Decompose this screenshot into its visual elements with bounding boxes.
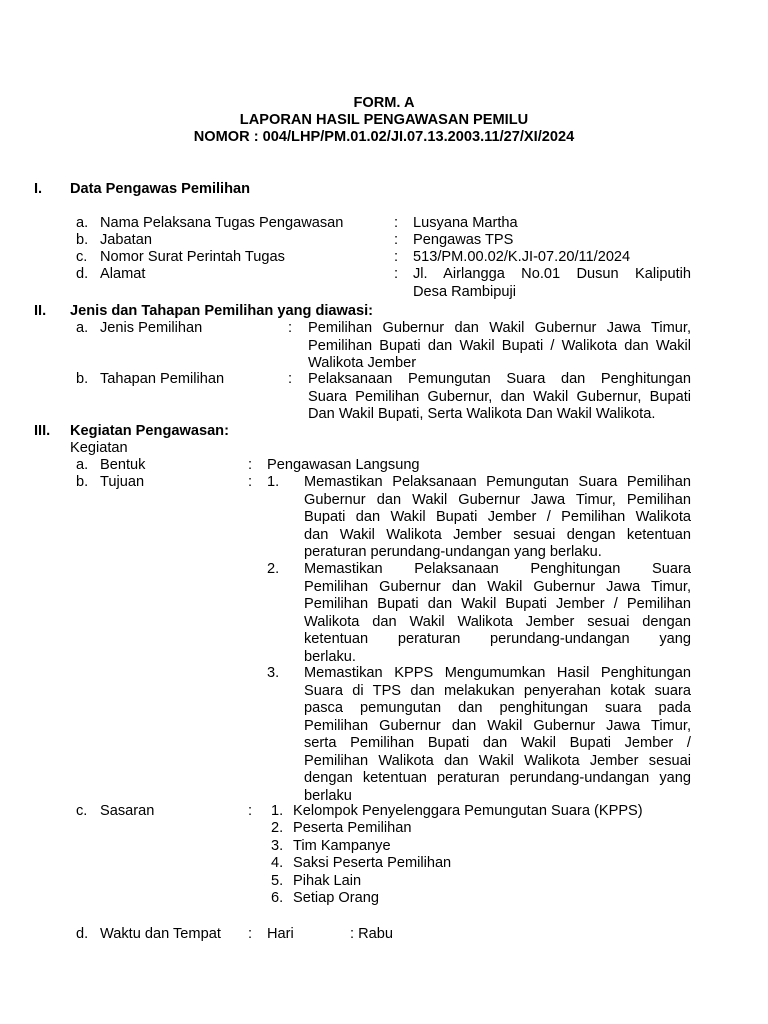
text-line: ketentuan peraturan perundang-undangan yang [304,631,691,647]
text-line: Walikota dan Wakil Walikota Jember sesuai dengan [304,613,691,630]
field-value-alamat [413,266,691,301]
field-label-tujuan: Tujuan [100,474,145,490]
alamat-line: Jl. Airlangga No.01 Dusun Kaliputih [413,266,691,282]
colon: : [248,457,253,473]
field-label-waktu-tempat: Waktu dan Tempat [100,926,221,942]
colon: : [394,249,399,265]
field-value-jabatan: Pengawas TPS [413,232,514,248]
text-line: berlaku [304,787,352,804]
text-line: Suara Pemilihan Gubernur, dan Wakil Gubernur, Bupati [308,388,691,405]
row-letter: b. [76,371,89,387]
row-letter: b. [76,474,89,490]
colon: : [248,926,253,942]
section-2-title: Jenis dan Tahapan Pemilihan yang diawasi: [70,303,374,319]
sasaran-item: Pihak Lain [293,873,362,889]
text-line: Pemilihan Walikota dan Wakil Walikota Jember sesuai [304,752,691,769]
list-number: 3. [267,665,280,681]
row-letter: d. [76,266,89,282]
text-line: berlaku. [304,648,356,665]
text-line: Bupati dan Wakil Bupati Jember / Pemilihan Walikota [304,509,691,525]
row-letter: c. [76,803,88,819]
colon: : [394,215,399,231]
text-line: Gubernur dan Wakil Gubernur Jawa Timur, Pemilihan [304,491,691,508]
colon: : [248,474,253,490]
row-letter: a. [76,320,89,336]
tujuan-item-3 [304,665,691,805]
document-title: LAPORAN HASIL PENGAWASAN PEMILU [239,112,529,128]
section-3-subtitle: Kegiatan [70,440,128,456]
field-label-alamat: Alamat [100,266,146,282]
form-code: FORM. A [353,95,415,111]
colon: : [394,232,399,248]
document-number: NOMOR : 004/LHP/PM.01.02/JI.07.13.2003.11/27/XI/2024 [193,129,575,145]
section-3-title: Kegiatan Pengawasan: [70,423,229,439]
colon: : [288,371,293,387]
text-line: Memastikan KPPS Mengumumkan Hasil Penghitungan [304,665,691,681]
text-line: Dan Wakil Bupati, Serta Walikota Dan Wakil Walikota. [308,406,656,422]
section-2-number: II. [34,303,47,319]
text-line: serta Pemilihan Bupati dan Wakil Bupati Jember / [304,735,691,751]
list-number: 4. [271,855,284,871]
text-line: dengan ketentuan peraturan perundang-undangan yang [304,770,691,786]
field-label-sasaran: Sasaran [100,803,155,819]
field-label-nama: Nama Pelaksana Tugas Pengawasan [100,215,344,231]
text-line: dan Wakil Walikota Jember sesuai dengan ketentuan [304,526,691,543]
section-1-title: Data Pengawas Pemilihan [70,181,251,197]
list-number: 2. [271,820,284,836]
sasaran-item: Setiap Orang [293,890,379,906]
field-label-jenis-pemilihan: Jenis Pemilihan [100,320,203,336]
sasaran-item: Kelompok Penyelenggara Pemungutan Suara (KPPS) [293,803,643,819]
text-line: Walikota Jember [308,355,417,371]
row-letter: d. [76,926,89,942]
field-label-nomor-surat: Nomor Surat Perintah Tugas [100,249,285,265]
sasaran-item: Peserta Pemilihan [293,820,412,836]
text-line: Memastikan Pelaksanaan Pemungutan Suara Pemilihan [304,474,691,490]
list-number: 5. [271,873,284,889]
text-line: Pemilihan Gubernur dan Wakil Gubernur Jawa Timur, [308,320,691,336]
row-letter: a. [76,457,89,473]
row-letter: b. [76,232,89,248]
colon: : [248,803,253,819]
text-line: Pemilihan Gubernur dan Wakil Gubernur Jawa Timur, [304,717,691,734]
colon: : [394,266,399,282]
list-number: 1. [267,474,280,490]
field-label-bentuk: Bentuk [100,457,146,473]
colon: : [288,320,293,336]
list-number: 3. [271,838,284,854]
list-number: 2. [267,561,280,577]
field-value-hari: : Rabu [350,926,393,942]
section-3-number: III. [34,423,51,439]
row-letter: c. [76,249,88,265]
list-number: 1. [271,803,284,819]
field-value-bentuk: Pengawasan Langsung [267,457,420,473]
text-line: Pemilihan Bupati dan Wakil Bupati / Walikota dan Wakil [308,337,691,354]
text-line: pasca pemungutan dan penghitungan suara pada [304,700,691,716]
text-line: Suara di TPS dan melakukan penyerahan kotak suara [304,682,691,699]
text-line: Memastikan Pelaksanaan Penghitungan Suara [304,561,691,577]
section-1-number: I. [34,181,43,197]
sasaran-item: Tim Kampanye [293,838,391,854]
field-label-jabatan: Jabatan [100,232,152,248]
field-label-tahapan-pemilihan: Tahapan Pemilihan [100,371,225,387]
text-line: Pemilihan Bupati dan Wakil Bupati Jember / Pemilihan [304,596,691,612]
sasaran-item: Saksi Peserta Pemilihan [293,855,452,871]
alamat-line: Desa Rambipuji [413,283,517,300]
field-label-hari: Hari [267,926,294,942]
field-value-nama: Lusyana Martha [413,215,518,231]
list-number: 6. [271,890,284,906]
row-letter: a. [76,215,89,231]
tujuan-item-2 [304,561,691,666]
text-line: Pelaksanaan Pemungutan Suara dan Penghitungan [308,371,691,387]
text-line: Pemilihan Gubernur dan Wakil Gubernur Jawa Timur, [304,578,691,595]
field-value-tahapan-pemilihan [308,371,691,424]
field-value-nomor-surat: 513/PM.00.02/K.JI-07.20/11/2024 [413,249,631,265]
tujuan-item-1 [304,474,691,562]
field-value-jenis-pemilihan [308,320,691,373]
text-line: peraturan perundang-undangan yang berlaku. [304,544,602,560]
